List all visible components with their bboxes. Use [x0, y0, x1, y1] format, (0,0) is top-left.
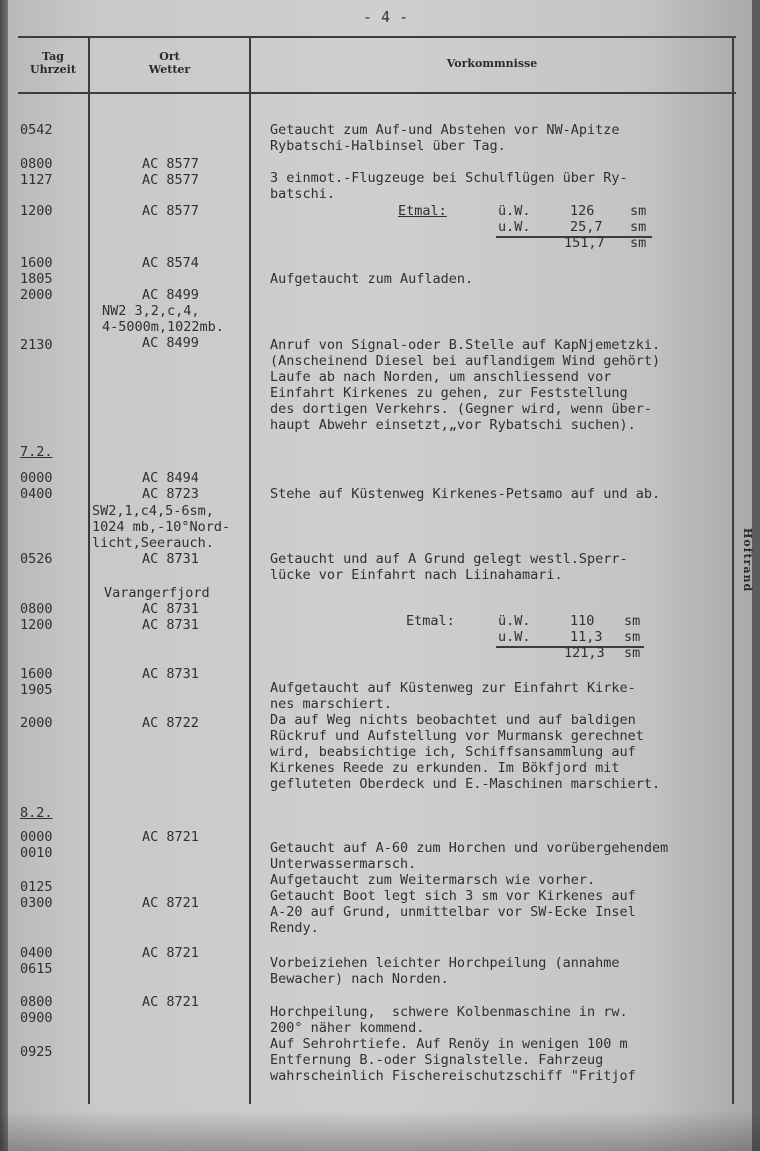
- weather-entry: 1024 mb,-10°Nord-: [92, 519, 231, 535]
- event-line: wahrscheinlich Fischereischutzschiff "Fritjof: [270, 1068, 636, 1084]
- etmal-row-label: u.W.: [498, 219, 531, 235]
- etmal-unit: sm: [624, 613, 641, 629]
- time-entry: 0010: [20, 845, 53, 861]
- time-entry: 0300: [20, 895, 53, 911]
- event-line: Einfahrt Kirkenes zu gehen, zur Feststellung: [270, 385, 628, 401]
- header-ort-wetter: [92, 50, 247, 76]
- weather-entry: licht,Seerauch.: [92, 535, 214, 551]
- position-entry: AC 8721: [142, 895, 199, 911]
- time-entry: 0800: [20, 601, 53, 617]
- etmal-label: Etmal:: [398, 203, 447, 219]
- position-entry: AC 8577: [142, 172, 199, 188]
- event-line: des dortigen Verkehrs. (Gegner wird, wenn über-: [270, 401, 653, 417]
- position-entry: AC 8731: [142, 666, 199, 682]
- time-entry: 1805: [20, 271, 53, 287]
- event-line: Rückruf und Aufstellung vor Murmansk gerechnet: [270, 728, 644, 744]
- time-entry: 1127: [20, 172, 53, 188]
- column-divider-2: [249, 36, 251, 1104]
- etmal-value: 126: [570, 203, 595, 219]
- event-line: Aufgetaucht auf Küstenweg zur Einfahrt Kirke-: [270, 680, 636, 696]
- event-line: Kirkenes Reede zu erkunden. Im Bökfjord mit: [270, 760, 620, 776]
- event-line: Da auf Weg nichts beobachtet und auf baldigen: [270, 712, 636, 728]
- etmal-row-label: u.W.: [498, 629, 531, 645]
- etmal-row-label: ü.W.: [498, 613, 531, 629]
- location-entry: Varangerfjord: [104, 585, 210, 601]
- event-line: Rendy.: [270, 920, 319, 936]
- event-line: 3 einmot.-Flugzeuge bei Schulflügen über Ry-: [270, 170, 628, 186]
- header-wetter: Wetter: [148, 63, 191, 76]
- weather-entry: NW2 3,2,c,4,: [102, 303, 200, 319]
- event-line: nes marschiert.: [270, 696, 392, 712]
- event-line: Entfernung B.-oder Signalstelle. Fahrzeug: [270, 1052, 604, 1068]
- header-tag: Tag: [42, 50, 64, 63]
- etmal-unit: sm: [624, 629, 641, 645]
- position-entry: AC 8574: [142, 255, 199, 271]
- time-entry: 0615: [20, 961, 53, 977]
- page-bottom-shadow: [0, 1110, 760, 1151]
- etmal-total: 121,3: [564, 645, 605, 661]
- table-right-rule: [732, 36, 734, 1104]
- position-entry: AC 8494: [142, 470, 199, 486]
- time-entry: 0542: [20, 122, 53, 138]
- side-margin-note: Hoftrand: [741, 528, 754, 593]
- time-entry: 1600: [20, 666, 53, 682]
- etmal-label: Etmal:: [406, 613, 455, 629]
- event-line: A-20 auf Grund, unmittelbar vor SW-Ecke Insel: [270, 904, 636, 920]
- etmal-unit: sm: [630, 203, 647, 219]
- position-entry: AC 8722: [142, 715, 199, 731]
- event-line: Getaucht auf A-60 zum Horchen und vorübergehendem: [270, 840, 669, 856]
- time-entry: 0000: [20, 829, 53, 845]
- etmal-value: 25,7: [570, 219, 603, 235]
- weather-entry: 4-5000m,1022mb.: [102, 319, 224, 335]
- time-entry: 2000: [20, 287, 53, 303]
- position-entry: AC 8731: [142, 601, 199, 617]
- event-line: batschi.: [270, 186, 336, 202]
- position-entry: AC 8721: [142, 829, 199, 845]
- time-entry: 0400: [20, 486, 53, 502]
- event-line: gefluteten Oberdeck und E.-Maschinen marschiert.: [270, 776, 661, 792]
- etmal-unit: sm: [630, 235, 647, 251]
- event-line: Laufe ab nach Norden, um anschliessend vor: [270, 369, 612, 385]
- position-entry: AC 8731: [142, 551, 199, 567]
- header-tag-uhrzeit: [20, 50, 86, 76]
- event-line: (Anscheinend Diesel bei auflandigem Wind gehört): [270, 353, 661, 369]
- event-line: Getaucht Boot legt sich 3 sm vor Kirkenes auf: [270, 888, 636, 904]
- table-top-rule: [18, 36, 736, 38]
- time-entry: 0000: [20, 470, 53, 486]
- time-entry: 0125: [20, 879, 53, 895]
- day-heading: 7.2.: [20, 444, 53, 460]
- header-ort: Ort: [159, 50, 180, 63]
- event-line: 200° näher kommend.: [270, 1020, 425, 1036]
- day-heading: 8.2.: [20, 805, 53, 821]
- position-entry: AC 8721: [142, 994, 199, 1010]
- position-entry: AC 8577: [142, 156, 199, 172]
- time-entry: 0526: [20, 551, 53, 567]
- war-diary-page: [8, 0, 752, 1151]
- weather-entry: SW2,1,c4,5-6sm,: [92, 503, 214, 519]
- time-entry: 2000: [20, 715, 53, 731]
- etmal-total: 151,7: [564, 235, 605, 251]
- time-entry: 0800: [20, 156, 53, 172]
- etmal-unit: sm: [624, 645, 641, 661]
- header-bottom-rule: [18, 92, 736, 94]
- event-line: Getaucht und auf A Grund gelegt westl.Sperr-: [270, 551, 628, 567]
- header-uhrzeit: Uhrzeit: [30, 63, 76, 76]
- etmal-row-label: ü.W.: [498, 203, 531, 219]
- position-entry: AC 8731: [142, 617, 199, 633]
- event-line: Auf Sehrohrtiefe. Auf Renöy in wenigen 100 m: [270, 1036, 628, 1052]
- event-line: Anruf von Signal-oder B.Stelle auf KapNjemetzki.: [270, 337, 661, 353]
- etmal-value: 11,3: [570, 629, 603, 645]
- event-line: wird, beabsichtige ich, Schiffsansammlung auf: [270, 744, 636, 760]
- time-entry: 0900: [20, 1010, 53, 1026]
- time-entry: 1905: [20, 682, 53, 698]
- time-entry: 0925: [20, 1044, 53, 1060]
- event-line: Vorbeiziehen leichter Horchpeilung (annahme: [270, 955, 620, 971]
- header-vorkommnisse: Vorkommnisse: [446, 57, 538, 70]
- event-line: Unterwassermarsch.: [270, 856, 417, 872]
- position-entry: AC 8499: [142, 335, 199, 351]
- time-entry: 1200: [20, 617, 53, 633]
- etmal-value: 110: [570, 613, 595, 629]
- position-entry: AC 8721: [142, 945, 199, 961]
- position-entry: AC 8577: [142, 203, 199, 219]
- page-number: - 4 -: [363, 8, 409, 26]
- etmal-unit: sm: [630, 219, 647, 235]
- event-line: Stehe auf Küstenweg Kirkenes-Petsamo auf und ab.: [270, 486, 661, 502]
- time-entry: 1600: [20, 255, 53, 271]
- event-line: Aufgetaucht zum Aufladen.: [270, 271, 474, 287]
- time-entry: 2130: [20, 337, 53, 353]
- event-line: Horchpeilung, schwere Kolbenmaschine in rw.: [270, 1004, 628, 1020]
- time-entry: 1200: [20, 203, 53, 219]
- time-entry: 0800: [20, 994, 53, 1010]
- position-entry: AC 8499: [142, 287, 199, 303]
- column-divider-1: [88, 36, 90, 1104]
- time-entry: 0400: [20, 945, 53, 961]
- event-line: haupt Abwehr einsetzt,„vor Rybatschi suchen).: [270, 417, 636, 433]
- event-line: Rybatschi-Halbinsel über Tag.: [270, 138, 506, 154]
- event-line: lücke vor Einfahrt nach Liinahamari.: [270, 567, 563, 583]
- event-line: Aufgetaucht zum Weitermarsch wie vorher.: [270, 872, 596, 888]
- position-entry: AC 8723: [142, 486, 199, 502]
- event-line: Getaucht zum Auf-und Abstehen vor NW-Apitze: [270, 122, 620, 138]
- event-line: Bewacher) nach Norden.: [270, 971, 449, 987]
